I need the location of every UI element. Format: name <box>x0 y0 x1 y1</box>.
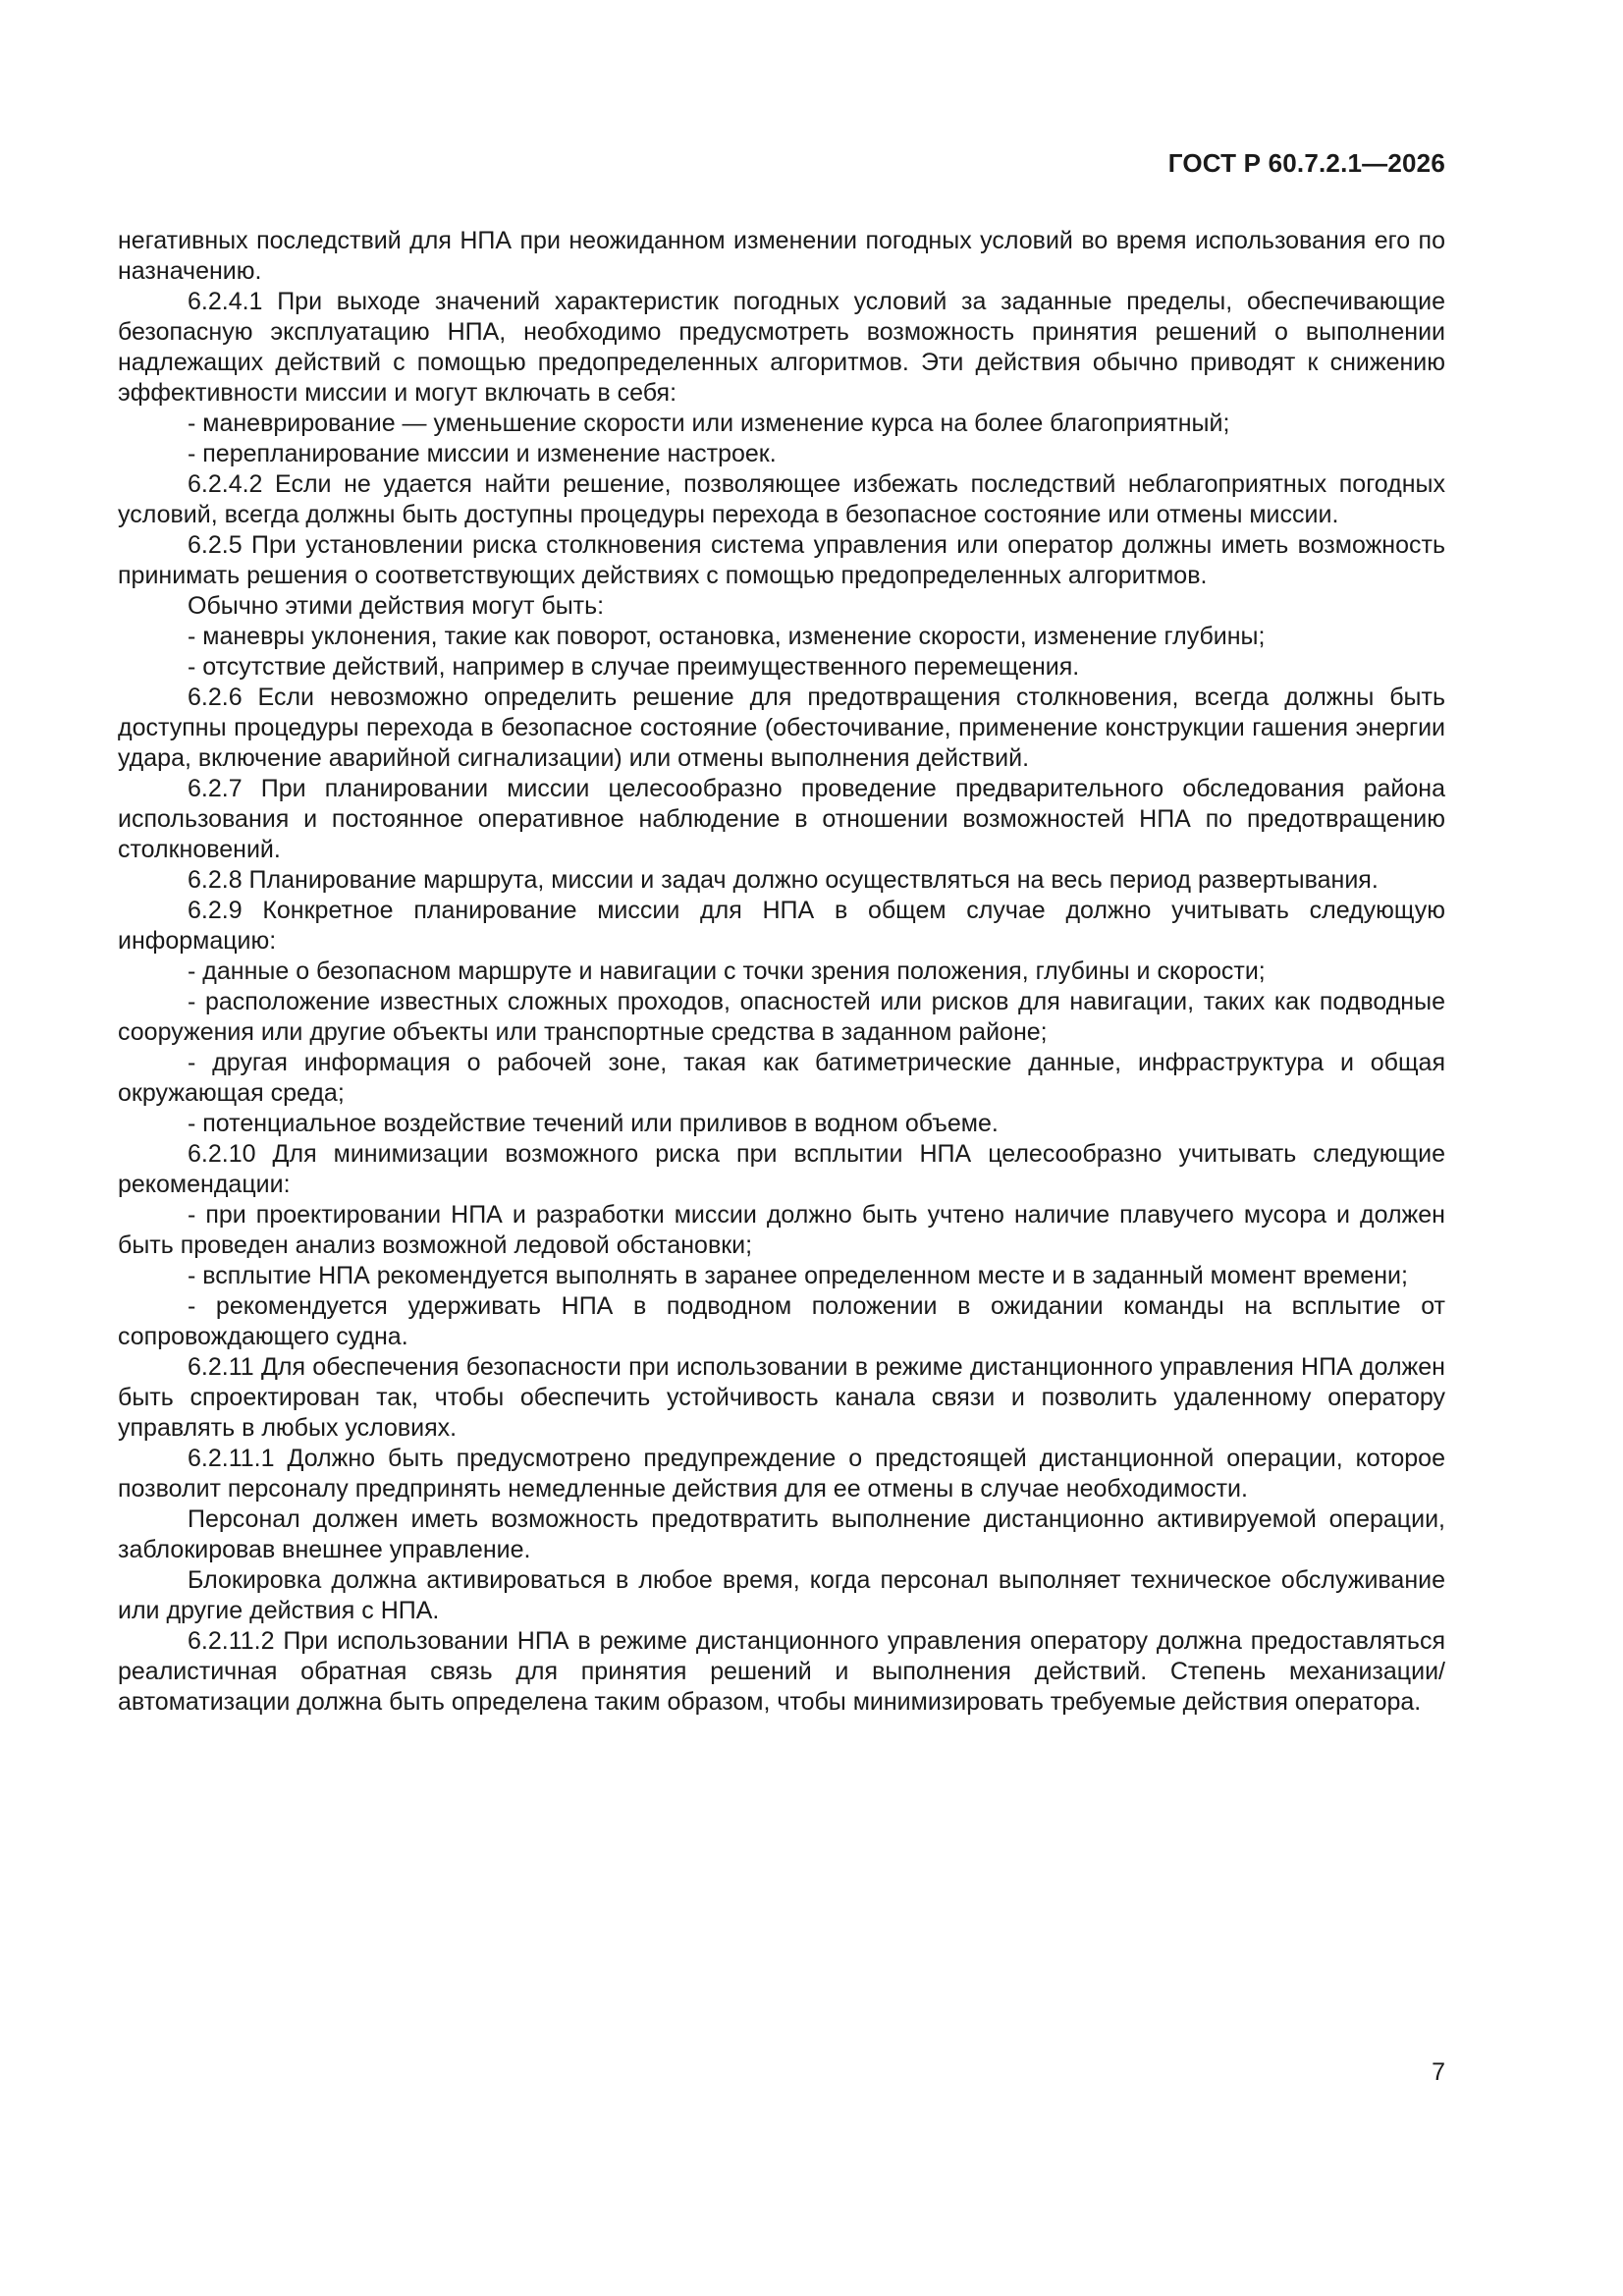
paragraph: Персонал должен иметь возможность предотвратить выполнение дистанционно активируемой операции, заблокировав внешнее управление. <box>118 1505 1445 1563</box>
paragraph: 6.2.9 Конкретное планирование миссии для НПА в общем случае должно учитывать следующую информацию: <box>118 897 1445 955</box>
paragraph: - маневры уклонения, такие как поворот, остановка, изменение скорости, изменение глубины; <box>188 623 1266 650</box>
paragraph: - при проектировании НПА и разработки миссии должно быть учтено наличие плавучего мусора и должен быть проведен анализ возможной ледовой обстановки; <box>118 1201 1445 1259</box>
paragraph: - потенциальное воздействие течений или приливов в водном объеме. <box>188 1110 999 1137</box>
paragraph: - маневрирование — уменьшение скорости или изменение курса на более благоприятный; <box>188 410 1230 437</box>
paragraph: - данные о безопасном маршруте и навигации с точки зрения положения, глубины и скорости; <box>188 957 1266 985</box>
paragraph: Блокировка должна активироваться в любое время, когда персонал выполняет техническое обслуживание или другие действия с НПА. <box>118 1566 1445 1624</box>
paragraph: Обычно этими действия могут быть: <box>188 592 605 620</box>
paragraph: - расположение известных сложных проходов, опасностей или рисков для навигации, таких как подводные сооружения или другие объекты или транспортные средства в заданном районе; <box>118 988 1445 1046</box>
page-number: 7 <box>1432 2058 1445 2086</box>
paragraph: - отсутствие действий, например в случае преимущественного перемещения. <box>188 653 1080 681</box>
paragraph: - всплытие НПА рекомендуется выполнять в заранее определенном месте и в заданный момент времени; <box>188 1262 1408 1289</box>
paragraph: 6.2.10 Для минимизации возможного риска при всплытии НПА целесообразно учитывать следующие рекомендации: <box>118 1140 1445 1198</box>
paragraph: - перепланирование миссии и изменение настроек. <box>188 440 777 467</box>
paragraph: - рекомендуется удерживать НПА в подводном положении в ожидании команды на всплытие от сопровождающего судна. <box>118 1292 1445 1350</box>
paragraph: 6.2.11 Для обеспечения безопасности при использовании в режиме дистанционного управления НПА должен быть спроектирован так, чтобы обеспечить устойчивость канала связи и позволить удаленному оператору управлять в любых условиях. <box>118 1353 1445 1442</box>
standard-code-header: ГОСТ Р 60.7.2.1—2026 <box>1167 148 1445 178</box>
paragraph: 6.2.11.2 При использовании НПА в режиме дистанционного управления оператору должна предоставляться реалистичная обратная связь для принятия решений и выполнения действий. Степень механизации/автоматизации должна быть определена таким образом, чтобы минимизировать требуемые действия оператора. <box>118 1627 1445 1716</box>
paragraph: 6.2.11.1 Должно быть предусмотрено предупреждение о предстоящей дистанционной операции, которое позволит персоналу предпринять немедленные действия для ее отмены в случае необходимости. <box>118 1445 1445 1503</box>
paragraph: 6.2.6 Если невозможно определить решение для предотвращения столкновения, всегда должны быть доступны процедуры перехода в безопасное состояние (обесточивание, применение конструкции гашения энергии удара, включение аварийной сигнализации) или отмены выполнения действий. <box>118 683 1445 772</box>
document-body <box>118 226 1445 1718</box>
paragraph: - другая информация о рабочей зоне, такая как батиметрические данные, инфраструктура и общая окружающая среда; <box>118 1049 1445 1107</box>
paragraph: 6.2.4.1 При выходе значений характеристик погодных условий за заданные пределы, обеспечивающие безопасную эксплуатацию НПА, необходимо предусмотреть возможность принятия решений о выполнении надлежащих действий с помощью предопределенных алгоритмов. Эти действия обычно приводят к снижению эффективности миссии и могут включать в себя: <box>118 288 1445 407</box>
paragraph: 6.2.8 Планирование маршрута, миссии и задач должно осуществляться на весь период развертывания. <box>188 866 1379 894</box>
continued-paragraph: негативных последствий для НПА при неожиданном изменении погодных условий во время использования его по назначению. <box>118 227 1445 285</box>
paragraph: 6.2.7 При планировании миссии целесообразно проведение предварительного обследования района использования и постоянное оперативное наблюдение в отношении возможностей НПА по предотвращению столкновений. <box>118 775 1445 863</box>
paragraph: 6.2.5 При установлении риска столкновения система управления или оператор должны иметь возможность принимать решения о соответствующих действиях с помощью предопределенных алгоритмов. <box>118 531 1445 589</box>
paragraph: 6.2.4.2 Если не удается найти решение, позволяющее избежать последствий неблагоприятных погодных условий, всегда должны быть доступны процедуры перехода в безопасное состояние или отмены миссии. <box>118 470 1445 528</box>
